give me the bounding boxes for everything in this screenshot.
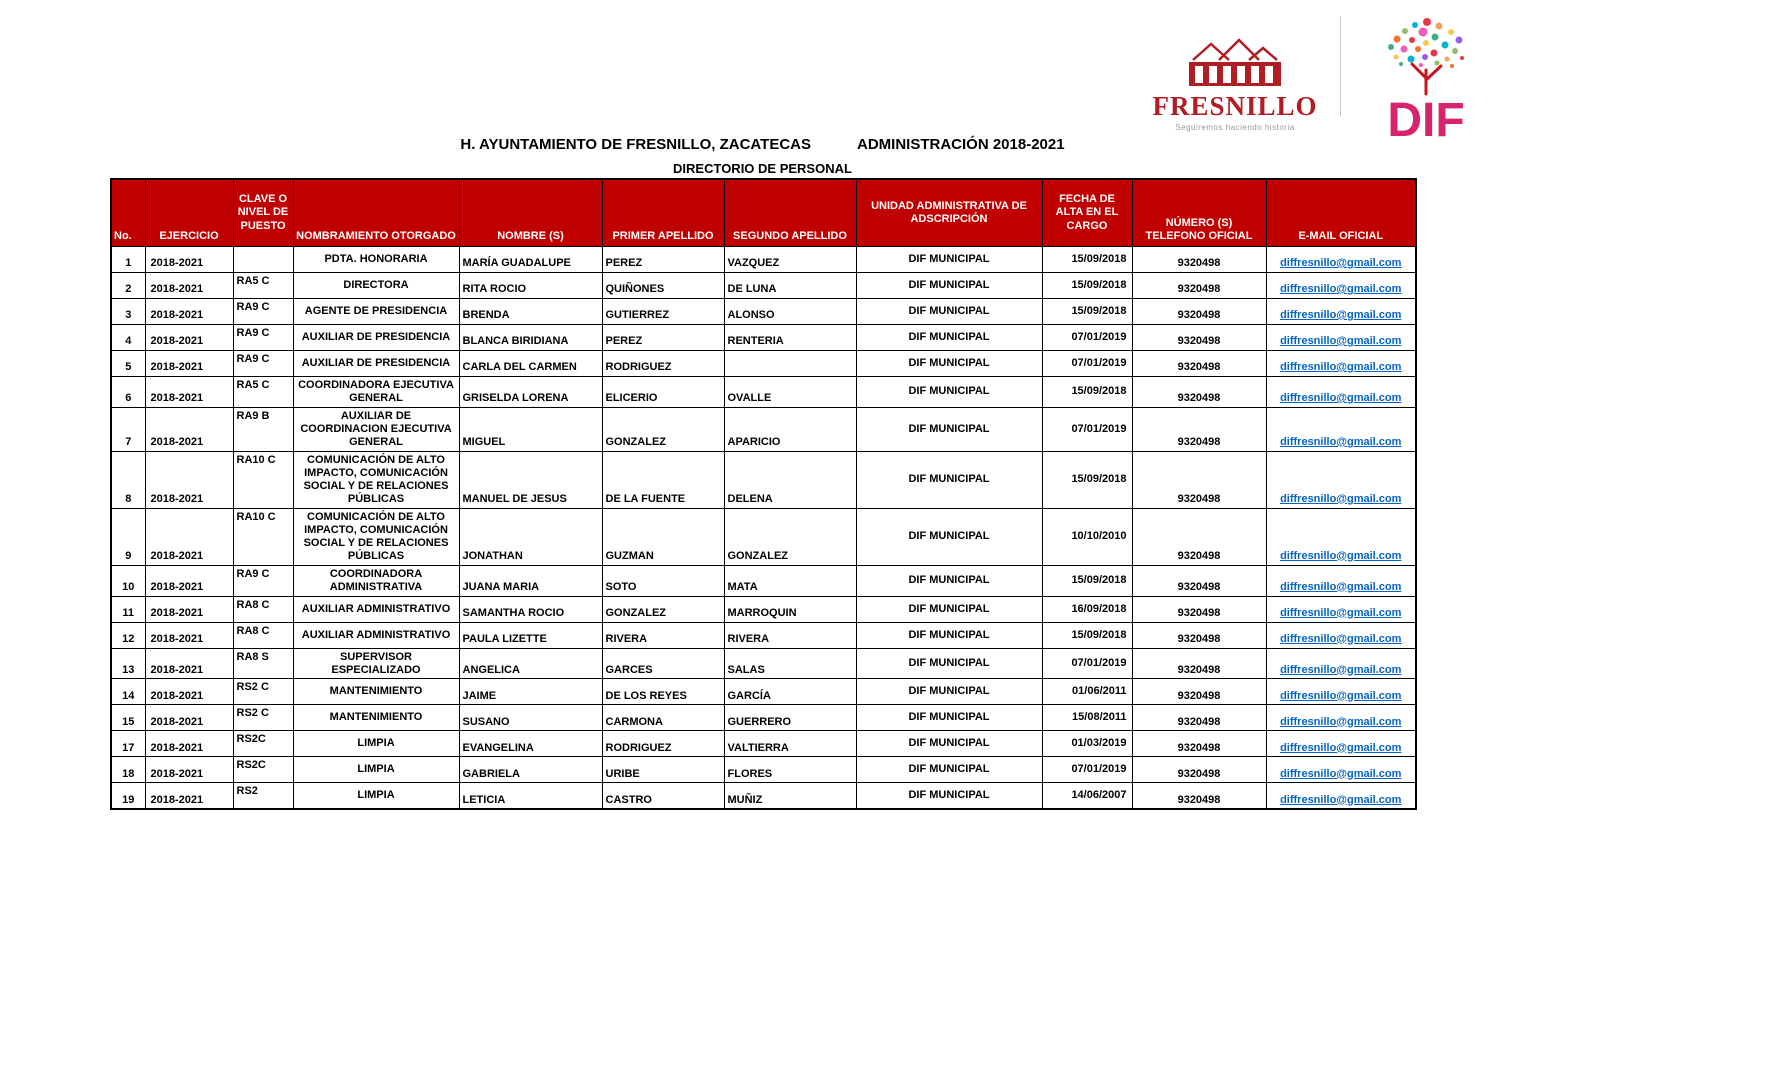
- cell-primer_apellido: QUIÑONES: [602, 273, 724, 299]
- cell-clave: RA9 C: [233, 299, 293, 325]
- dif-logo-text: DIF: [1387, 94, 1465, 144]
- cell-segundo_apellido: DE LUNA: [724, 273, 856, 299]
- cell-email: [1266, 377, 1416, 408]
- cell-fecha: 15/09/2018: [1042, 299, 1132, 325]
- cell-telefono: 9320498: [1132, 299, 1266, 325]
- cell-nombre: MANUEL DE JESUS: [459, 451, 602, 508]
- cell-segundo_apellido: RIVERA: [724, 622, 856, 648]
- cell-ejercicio: 2018-2021: [145, 679, 233, 705]
- cell-email: [1266, 325, 1416, 351]
- cell-segundo_apellido: OVALLE: [724, 377, 856, 408]
- cell-nombramiento: AUXILIAR DE PRESIDENCIA: [293, 351, 459, 377]
- cell-segundo_apellido: SALAS: [724, 648, 856, 679]
- cell-fecha: 15/08/2011: [1042, 705, 1132, 731]
- cell-ejercicio: 2018-2021: [145, 705, 233, 731]
- table-row: [111, 508, 1416, 565]
- cell-no: 12: [111, 622, 145, 648]
- cell-fecha: 15/09/2018: [1042, 377, 1132, 408]
- personnel-table: [110, 178, 1417, 810]
- cell-primer_apellido: CASTRO: [602, 783, 724, 810]
- cell-segundo_apellido: GARCÍA: [724, 679, 856, 705]
- cell-fecha: 15/09/2018: [1042, 451, 1132, 508]
- cell-email: [1266, 351, 1416, 377]
- cell-telefono: 9320498: [1132, 731, 1266, 757]
- cell-telefono: 9320498: [1132, 757, 1266, 783]
- cell-clave: RA10 C: [233, 508, 293, 565]
- cell-telefono: 9320498: [1132, 508, 1266, 565]
- cell-no: 2: [111, 273, 145, 299]
- cell-no: 7: [111, 407, 145, 451]
- cell-nombre: PAULA LIZETTE: [459, 622, 602, 648]
- cell-nombramiento: AUXILIAR ADMINISTRATIVO: [293, 596, 459, 622]
- table-row: [111, 325, 1416, 351]
- cell-email: [1266, 705, 1416, 731]
- cell-primer_apellido: URIBE: [602, 757, 724, 783]
- cell-ejercicio: 2018-2021: [145, 622, 233, 648]
- cell-fecha: 15/09/2018: [1042, 622, 1132, 648]
- cell-telefono: 9320498: [1132, 648, 1266, 679]
- document-subtitle: DIRECTORIO DE PERSONAL: [673, 161, 852, 176]
- cell-email: [1266, 299, 1416, 325]
- cell-ejercicio: 2018-2021: [145, 351, 233, 377]
- email-link[interactable]: diffresnillo@gmail.com: [1280, 632, 1402, 645]
- cell-fecha: 16/09/2018: [1042, 596, 1132, 622]
- table-row: [111, 648, 1416, 679]
- cell-nombre: JONATHAN: [459, 508, 602, 565]
- email-link[interactable]: diffresnillo@gmail.com: [1280, 492, 1402, 505]
- table-row: [111, 299, 1416, 325]
- cell-telefono: 9320498: [1132, 783, 1266, 810]
- cell-email: [1266, 407, 1416, 451]
- cell-telefono: 9320498: [1132, 407, 1266, 451]
- cell-nombre: RITA ROCIO: [459, 273, 602, 299]
- cell-nombre: GRISELDA LORENA: [459, 377, 602, 408]
- email-link[interactable]: diffresnillo@gmail.com: [1280, 309, 1402, 322]
- cell-ejercicio: 2018-2021: [145, 451, 233, 508]
- cell-email: [1266, 622, 1416, 648]
- table-row: [111, 679, 1416, 705]
- cell-primer_apellido: DE LA FUENTE: [602, 451, 724, 508]
- cell-telefono: 9320498: [1132, 351, 1266, 377]
- header-logos: [1150, 12, 1491, 149]
- column-header-clave: CLAVE O NIVEL DE PUESTO: [233, 179, 293, 247]
- cell-primer_apellido: GUZMAN: [602, 508, 724, 565]
- cell-no: 4: [111, 325, 145, 351]
- cell-clave: RA8 C: [233, 622, 293, 648]
- cell-ejercicio: 2018-2021: [145, 325, 233, 351]
- cell-no: 1: [111, 247, 145, 273]
- cell-nombramiento: COORDINADORA EJECUTIVA GENERAL: [293, 377, 459, 408]
- cell-primer_apellido: GONZALEZ: [602, 407, 724, 451]
- cell-telefono: 9320498: [1132, 596, 1266, 622]
- cell-unidad: DIF MUNICIPAL: [856, 377, 1042, 408]
- cell-no: 8: [111, 451, 145, 508]
- cell-primer_apellido: RODRIGUEZ: [602, 731, 724, 757]
- cell-no: 13: [111, 648, 145, 679]
- cell-ejercicio: 2018-2021: [145, 565, 233, 596]
- cell-clave: RA9 C: [233, 325, 293, 351]
- email-link[interactable]: diffresnillo@gmail.com: [1280, 689, 1402, 702]
- cell-nombre: LETICIA: [459, 783, 602, 810]
- email-link[interactable]: diffresnillo@gmail.com: [1280, 283, 1402, 296]
- personnel-table-body: [111, 247, 1416, 810]
- cell-nombramiento: AUXILIAR DE COORDINACION EJECUTIVA GENERAL: [293, 407, 459, 451]
- table-row: [111, 731, 1416, 757]
- cell-fecha: 07/01/2019: [1042, 757, 1132, 783]
- cell-email: [1266, 648, 1416, 679]
- cell-fecha: 01/06/2011: [1042, 679, 1132, 705]
- email-link[interactable]: diffresnillo@gmail.com: [1280, 335, 1402, 348]
- cell-unidad: DIF MUNICIPAL: [856, 783, 1042, 810]
- cell-fecha: 15/09/2018: [1042, 273, 1132, 299]
- cell-fecha: 07/01/2019: [1042, 407, 1132, 451]
- table-row: [111, 377, 1416, 408]
- cell-segundo_apellido: FLORES: [724, 757, 856, 783]
- administration-period: ADMINISTRACIÓN 2018-2021: [857, 136, 1065, 153]
- cell-clave: [233, 247, 293, 273]
- email-link[interactable]: diffresnillo@gmail.com: [1280, 361, 1402, 374]
- fresnillo-tagline: Seguiremos haciendo historia: [1175, 123, 1295, 132]
- cell-nombramiento: LIMPIA: [293, 731, 459, 757]
- email-link[interactable]: diffresnillo@gmail.com: [1280, 715, 1402, 728]
- cell-clave: RS2 C: [233, 705, 293, 731]
- cell-nombramiento: LIMPIA: [293, 783, 459, 810]
- cell-email: [1266, 273, 1416, 299]
- table-row: [111, 407, 1416, 451]
- cell-segundo_apellido: GONZALEZ: [724, 508, 856, 565]
- cell-segundo_apellido: VALTIERRA: [724, 731, 856, 757]
- cell-unidad: DIF MUNICIPAL: [856, 565, 1042, 596]
- cell-unidad: DIF MUNICIPAL: [856, 273, 1042, 299]
- cell-ejercicio: 2018-2021: [145, 783, 233, 810]
- cell-nombre: SAMANTHA ROCIO: [459, 596, 602, 622]
- cell-primer_apellido: RIVERA: [602, 622, 724, 648]
- table-header-row: [111, 179, 1416, 247]
- cell-segundo_apellido: VAZQUEZ: [724, 247, 856, 273]
- dif-logo: [1361, 12, 1491, 149]
- cell-telefono: 9320498: [1132, 273, 1266, 299]
- cell-clave: RA5 C: [233, 273, 293, 299]
- cell-primer_apellido: GARCES: [602, 648, 724, 679]
- cell-nombramiento: MANTENIMIENTO: [293, 679, 459, 705]
- cell-nombre: GABRIELA: [459, 757, 602, 783]
- cell-nombramiento: SUPERVISOR ESPECIALIZADO: [293, 648, 459, 679]
- cell-nombre: MARÍA GUADALUPE: [459, 247, 602, 273]
- cell-nombre: BLANCA BIRIDIANA: [459, 325, 602, 351]
- email-link[interactable]: diffresnillo@gmail.com: [1280, 391, 1402, 404]
- column-header-primer_apellido: PRIMER APELLIDO: [602, 179, 724, 247]
- cell-nombre: ANGELICA: [459, 648, 602, 679]
- cell-primer_apellido: PEREZ: [602, 247, 724, 273]
- cell-no: 18: [111, 757, 145, 783]
- cell-nombramiento: AGENTE DE PRESIDENCIA: [293, 299, 459, 325]
- cell-nombre: JAIME: [459, 679, 602, 705]
- cell-segundo_apellido: MUÑIZ: [724, 783, 856, 810]
- email-link[interactable]: diffresnillo@gmail.com: [1280, 606, 1402, 619]
- cell-segundo_apellido: RENTERIA: [724, 325, 856, 351]
- column-header-no: No.: [111, 179, 145, 247]
- cell-nombramiento: COMUNICACIÓN DE ALTO IMPACTO, COMUNICACIÓN SOCIAL Y DE RELACIONES PÚBLICAS: [293, 508, 459, 565]
- table-row: [111, 451, 1416, 508]
- cell-telefono: 9320498: [1132, 679, 1266, 705]
- column-header-unidad: UNIDAD ADMINISTRATIVA DE ADSCRIPCIÓN: [856, 179, 1042, 247]
- cell-clave: RA9 C: [233, 565, 293, 596]
- cell-email: [1266, 679, 1416, 705]
- cell-telefono: 9320498: [1132, 565, 1266, 596]
- cell-telefono: 9320498: [1132, 451, 1266, 508]
- cell-unidad: DIF MUNICIPAL: [856, 351, 1042, 377]
- logo-divider: [1340, 16, 1341, 116]
- cell-no: 14: [111, 679, 145, 705]
- cell-unidad: DIF MUNICIPAL: [856, 247, 1042, 273]
- dif-tree-icon: [1361, 12, 1491, 144]
- cell-primer_apellido: GUTIERREZ: [602, 299, 724, 325]
- column-header-ejercicio: EJERCICIO: [145, 179, 233, 247]
- cell-nombre: MIGUEL: [459, 407, 602, 451]
- cell-unidad: DIF MUNICIPAL: [856, 508, 1042, 565]
- cell-telefono: 9320498: [1132, 325, 1266, 351]
- cell-unidad: DIF MUNICIPAL: [856, 622, 1042, 648]
- cell-unidad: DIF MUNICIPAL: [856, 407, 1042, 451]
- cell-primer_apellido: RODRIGUEZ: [602, 351, 724, 377]
- cell-no: 10: [111, 565, 145, 596]
- cell-ejercicio: 2018-2021: [145, 757, 233, 783]
- cell-nombre: SUSANO: [459, 705, 602, 731]
- cell-nombramiento: MANTENIMIENTO: [293, 705, 459, 731]
- cell-clave: RA9 C: [233, 351, 293, 377]
- cell-email: [1266, 508, 1416, 565]
- cell-primer_apellido: DE LOS REYES: [602, 679, 724, 705]
- table-row: [111, 596, 1416, 622]
- cell-primer_apellido: SOTO: [602, 565, 724, 596]
- cell-no: 17: [111, 731, 145, 757]
- cell-ejercicio: 2018-2021: [145, 596, 233, 622]
- document-title-row: [110, 136, 1415, 153]
- cell-clave: RA8 C: [233, 596, 293, 622]
- cell-ejercicio: 2018-2021: [145, 407, 233, 451]
- cell-nombramiento: LIMPIA: [293, 757, 459, 783]
- cell-ejercicio: 2018-2021: [145, 247, 233, 273]
- cell-primer_apellido: ELICERIO: [602, 377, 724, 408]
- cell-nombramiento: COMUNICACIÓN DE ALTO IMPACTO, COMUNICACIÓN SOCIAL Y DE RELACIONES PÚBLICAS: [293, 451, 459, 508]
- cell-email: [1266, 451, 1416, 508]
- cell-nombramiento: AUXILIAR DE PRESIDENCIA: [293, 325, 459, 351]
- cell-segundo_apellido: ALONSO: [724, 299, 856, 325]
- table-row: [111, 783, 1416, 810]
- cell-primer_apellido: GONZALEZ: [602, 596, 724, 622]
- cell-nombramiento: COORDINADORA ADMINISTRATIVA: [293, 565, 459, 596]
- cell-primer_apellido: CARMONA: [602, 705, 724, 731]
- cell-nombramiento: AUXILIAR ADMINISTRATIVO: [293, 622, 459, 648]
- cell-no: 15: [111, 705, 145, 731]
- cell-unidad: DIF MUNICIPAL: [856, 757, 1042, 783]
- table-row: [111, 247, 1416, 273]
- table-row: [111, 705, 1416, 731]
- cell-clave: RS2 C: [233, 679, 293, 705]
- cell-nombre: BRENDA: [459, 299, 602, 325]
- column-header-telefono: NÚMERO (S) TELEFONO OFICIAL: [1132, 179, 1266, 247]
- cell-telefono: 9320498: [1132, 705, 1266, 731]
- column-header-segundo_apellido: SEGUNDO APELLIDO: [724, 179, 856, 247]
- document-title: H. AYUNTAMIENTO DE FRESNILLO, ZACATECAS: [460, 136, 811, 153]
- fresnillo-building-icon: [1155, 36, 1315, 88]
- cell-fecha: 07/01/2019: [1042, 648, 1132, 679]
- cell-unidad: DIF MUNICIPAL: [856, 679, 1042, 705]
- cell-nombre: EVANGELINA: [459, 731, 602, 757]
- column-header-nombre: NOMBRE (S): [459, 179, 602, 247]
- cell-clave: RA8 S: [233, 648, 293, 679]
- table-row: [111, 565, 1416, 596]
- cell-ejercicio: 2018-2021: [145, 508, 233, 565]
- cell-clave: RA9 B: [233, 407, 293, 451]
- email-link[interactable]: diffresnillo@gmail.com: [1280, 663, 1402, 676]
- cell-nombre: JUANA MARIA: [459, 565, 602, 596]
- email-link[interactable]: diffresnillo@gmail.com: [1280, 741, 1402, 754]
- table-row: [111, 273, 1416, 299]
- cell-nombre: CARLA DEL CARMEN: [459, 351, 602, 377]
- cell-no: 11: [111, 596, 145, 622]
- cell-segundo_apellido: DELENA: [724, 451, 856, 508]
- email-link[interactable]: diffresnillo@gmail.com: [1280, 549, 1402, 562]
- cell-fecha: 01/03/2019: [1042, 731, 1132, 757]
- cell-nombramiento: DIRECTORA: [293, 273, 459, 299]
- email-link[interactable]: diffresnillo@gmail.com: [1280, 580, 1402, 593]
- email-link[interactable]: diffresnillo@gmail.com: [1280, 793, 1402, 806]
- cell-ejercicio: 2018-2021: [145, 731, 233, 757]
- cell-email: [1266, 731, 1416, 757]
- cell-fecha: 15/09/2018: [1042, 247, 1132, 273]
- column-header-nombramiento: NOMBRAMIENTO OTORGADO: [293, 179, 459, 247]
- cell-unidad: DIF MUNICIPAL: [856, 731, 1042, 757]
- cell-telefono: 9320498: [1132, 247, 1266, 273]
- cell-email: [1266, 757, 1416, 783]
- cell-fecha: 07/01/2019: [1042, 325, 1132, 351]
- cell-clave: RS2C: [233, 731, 293, 757]
- cell-email: [1266, 596, 1416, 622]
- column-header-fecha: FECHA DE ALTA EN EL CARGO: [1042, 179, 1132, 247]
- email-link[interactable]: diffresnillo@gmail.com: [1280, 435, 1402, 448]
- cell-ejercicio: 2018-2021: [145, 299, 233, 325]
- cell-telefono: 9320498: [1132, 622, 1266, 648]
- email-link[interactable]: diffresnillo@gmail.com: [1280, 257, 1402, 270]
- cell-segundo_apellido: GUERRERO: [724, 705, 856, 731]
- cell-primer_apellido: PEREZ: [602, 325, 724, 351]
- cell-ejercicio: 2018-2021: [145, 273, 233, 299]
- fresnillo-logo: [1150, 36, 1320, 132]
- cell-unidad: DIF MUNICIPAL: [856, 705, 1042, 731]
- cell-unidad: DIF MUNICIPAL: [856, 325, 1042, 351]
- cell-unidad: DIF MUNICIPAL: [856, 648, 1042, 679]
- cell-nombramiento: PDTA. HONORARIA: [293, 247, 459, 273]
- cell-no: 5: [111, 351, 145, 377]
- cell-fecha: 07/01/2019: [1042, 351, 1132, 377]
- cell-fecha: 10/10/2010: [1042, 508, 1132, 565]
- cell-email: [1266, 247, 1416, 273]
- cell-ejercicio: 2018-2021: [145, 648, 233, 679]
- cell-clave: RS2C: [233, 757, 293, 783]
- cell-no: 3: [111, 299, 145, 325]
- column-header-email: E-MAIL OFICIAL: [1266, 179, 1416, 247]
- cell-no: 19: [111, 783, 145, 810]
- cell-clave: RA5 C: [233, 377, 293, 408]
- fresnillo-logo-text: FRESNILLO: [1152, 91, 1318, 121]
- cell-telefono: 9320498: [1132, 377, 1266, 408]
- cell-no: 9: [111, 508, 145, 565]
- cell-segundo_apellido: APARICIO: [724, 407, 856, 451]
- cell-unidad: DIF MUNICIPAL: [856, 596, 1042, 622]
- table-row: [111, 351, 1416, 377]
- cell-ejercicio: 2018-2021: [145, 377, 233, 408]
- cell-fecha: 14/06/2007: [1042, 783, 1132, 810]
- cell-email: [1266, 783, 1416, 810]
- table-row: [111, 622, 1416, 648]
- cell-segundo_apellido: [724, 351, 856, 377]
- cell-segundo_apellido: MARROQUIN: [724, 596, 856, 622]
- cell-clave: RA10 C: [233, 451, 293, 508]
- cell-unidad: DIF MUNICIPAL: [856, 451, 1042, 508]
- cell-fecha: 15/09/2018: [1042, 565, 1132, 596]
- email-link[interactable]: diffresnillo@gmail.com: [1280, 767, 1402, 780]
- table-row: [111, 757, 1416, 783]
- cell-unidad: DIF MUNICIPAL: [856, 299, 1042, 325]
- cell-clave: RS2: [233, 783, 293, 810]
- cell-email: [1266, 565, 1416, 596]
- cell-segundo_apellido: MATA: [724, 565, 856, 596]
- cell-no: 6: [111, 377, 145, 408]
